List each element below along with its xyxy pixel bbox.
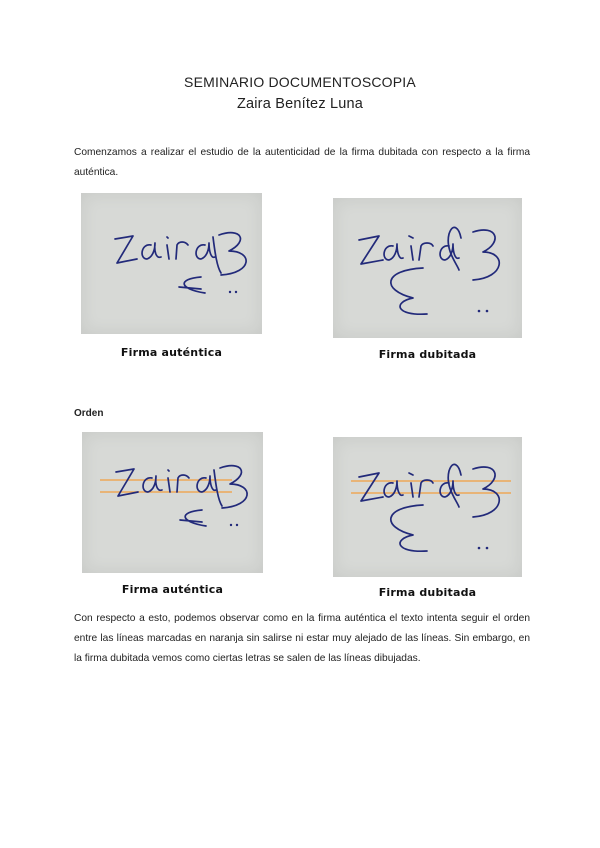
authentic-order-caption: Firma auténtica <box>121 583 224 596</box>
questioned-signature-photo <box>333 198 522 338</box>
authentic-caption: Firma auténtica <box>120 346 223 359</box>
authentic-signature-photo <box>81 193 262 334</box>
questioned-order-photo <box>333 437 522 577</box>
questioned-order-caption: Firma dubitada <box>378 586 477 599</box>
questioned-caption: Firma dubitada <box>378 348 477 361</box>
authentic-order-drawing <box>82 432 263 573</box>
document-author: Zaira Benítez Luna <box>236 96 364 112</box>
questioned-order-drawing <box>333 437 522 577</box>
section-heading: Orden <box>74 408 104 419</box>
authentic-order-photo <box>82 432 263 573</box>
document-title: SEMINARIO DOCUMENTOSCOPIA <box>184 74 416 90</box>
conclusion-paragraph: Con respecto a esto, podemos observar como en la firma auténtica el texto intenta seguir el orden entre las líneas marcadas en naranja sin salirse ni estar muy alejado de las líneas. Sin embargo, en la firma dubitada vemos como ciertas letras se salen de las líneas dibujadas. <box>74 613 530 664</box>
questioned-signature-drawing <box>333 198 522 338</box>
intro-paragraph: Comenzamos a realizar el estudio de la autenticidad de la firma dubitada con respecto a la firma auténtica. <box>74 147 530 178</box>
authentic-signature-drawing <box>81 193 262 334</box>
